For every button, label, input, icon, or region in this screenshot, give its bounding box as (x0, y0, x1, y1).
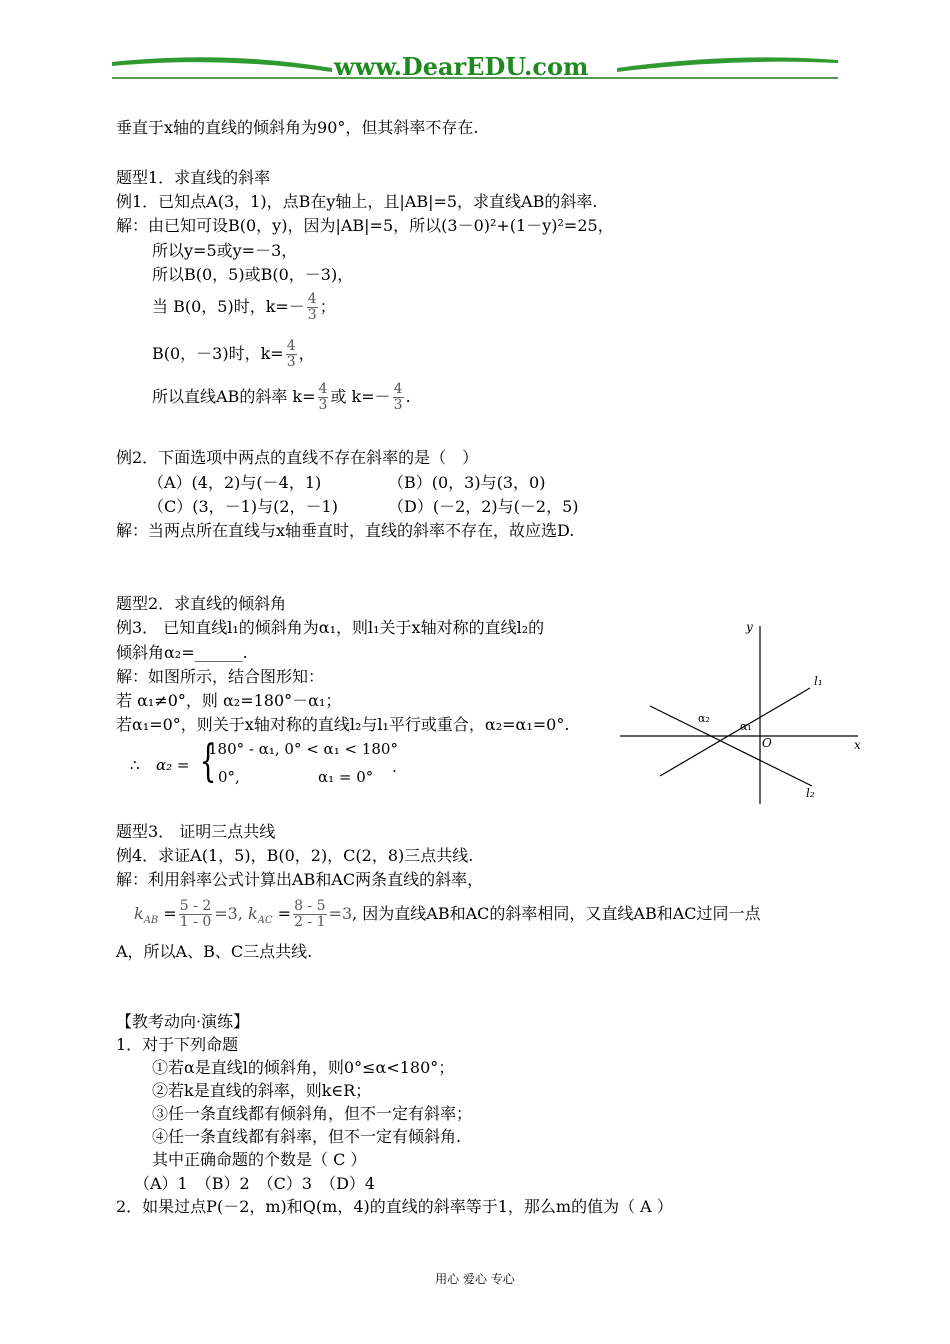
example2-question: 例2．下面选项中两点的直线不存在斜率的是（ ） (116, 448, 479, 467)
piecewise-formula (130, 738, 430, 794)
alpha1-label: α₁ (740, 720, 752, 733)
example2-option-d: （D）(－2，2)与(－2，5) (388, 497, 579, 516)
line5-text: B(0，－3)时，k= (152, 344, 284, 363)
example4-question: 例4．求证A(1，5)，B(0，2)，C(2，8)三点共线. (116, 846, 474, 865)
example1-solution-line2: 所以y=5或y=－3， (152, 241, 298, 260)
example3-question-line2: 倾斜角α₂=______. (116, 643, 248, 662)
drill-question1: 1．对于下列命题 (116, 1035, 239, 1054)
drill-prop3: ③任一条直线都有倾斜角，但不一定有斜率； (152, 1104, 473, 1123)
y-axis-label: y (746, 620, 753, 634)
drill-question2: 2．如果过点P(－2，m)和Q(m，4)的直线的斜率等于1，那么m的值为（ A ） (116, 1197, 673, 1216)
example3-solution-line2: 若 α₁≠0°，则 α₂=180°－α₁； (116, 691, 342, 710)
header-banner (112, 48, 838, 88)
l1-label: l₁ (814, 674, 823, 688)
intro-text: 垂直于x轴的直线的倾斜角为90°，但其斜率不存在. (116, 118, 479, 137)
line6-text-a: 所以直线AB的斜率 k= (152, 387, 316, 406)
case1-text: 180° - α₁, 0° < α₁ < 180° (208, 740, 398, 758)
equals-sign: = (277, 904, 292, 923)
site-logo-text: www.DearEDU.com (334, 52, 589, 81)
example3-question-line1: 例3． 已知直线l₁的倾斜角为α₁，则l₁关于x轴对称的直线l₂的 (116, 618, 545, 637)
formula-end-period: . (392, 758, 397, 776)
equals-sign: = (163, 904, 177, 923)
alpha2-label: α₂ = (156, 756, 190, 774)
example1-question: 例1．已知点A(3，1)，点B在y轴上，且|AB|=5，求直线AB的斜率. (116, 192, 598, 211)
fraction-kab: $\frac{5 - 2}{1 - 0}$ (179, 898, 212, 930)
line-l2 (650, 706, 812, 786)
example2-option-b: （B）(0，3)与(3，0) (388, 473, 546, 492)
left-brace: { (199, 736, 217, 787)
drill-prop4: ④任一条直线都有斜率，但不一定有倾斜角. (152, 1127, 462, 1146)
example1-solution-line1: 解：由已知可设B(0，y)，因为|AB|=5，所以(3－0)²+(1－y)²=25， (116, 216, 614, 235)
example4-solution-line1: 解：利用斜率公式计算出AB和AC两条直线的斜率， (116, 870, 484, 889)
example3-solution-line3: 若α₁=0°，则关于x轴对称的直线l₂与l₁平行或重合，α₂=α₁=0°. (116, 715, 570, 734)
example1-solution-line5: B(0，－3)时，k= $\frac{4}{3}$ ， (152, 338, 315, 370)
example3-solution-line1: 解：如图所示，结合图形知： (116, 667, 325, 686)
origin-label: O (762, 736, 772, 750)
example2-option-c: （C）(3，－1)与(2，－1) (148, 497, 338, 516)
kab-symbol: $k_{AB}$ (134, 904, 159, 927)
coordinate-figure (620, 618, 870, 808)
type1-title: 题型1．求直线的斜率 (116, 168, 271, 187)
example4-solution-line3: A，所以A、B、C三点共线. (116, 942, 313, 961)
example2-solution: 解：当两点所在直线与x轴垂直时，直线的斜率不存在，故应选D. (116, 521, 575, 540)
case2-value: 0°, (218, 768, 240, 786)
x-axis-label: x (854, 738, 861, 752)
fraction-4-3: $\frac{4}{3}$ (393, 381, 403, 413)
drill-prop1: ①若α是直线l的倾斜角，则0°≤α<180°； (152, 1058, 455, 1077)
kab-result: =3, (214, 904, 248, 923)
fraction-4-3: $\frac{4}{3}$ (286, 338, 296, 370)
kac-result: =3 (328, 904, 353, 923)
line-l1 (660, 688, 810, 776)
case2-condition: α₁ = 0° (318, 768, 374, 786)
solution-tail: , 因为直线AB和AC的斜率相同，又直线AB和AC过同一点 (352, 904, 761, 923)
drill-prop2: ②若k是直线的斜率，则k∈R； (152, 1081, 372, 1100)
kac-symbol: $k_{AC}$ (248, 904, 273, 927)
drill-title: 【教考动向·演练】 (116, 1012, 250, 1031)
therefore-symbol: ∴ (130, 756, 140, 774)
example1-solution-line4: 当 B(0，5)时，k=－ $\frac{4}{3}$ ； (152, 291, 336, 323)
line4-text: 当 B(0，5)时，k=－ (152, 297, 305, 316)
l2-label: l₂ (806, 786, 815, 800)
drill-options: （A）1 （B）2 （C）3 （D）4 (134, 1174, 376, 1193)
example1-solution-line3: 所以B(0，5)或B(0，－3)， (152, 265, 354, 284)
fraction-4-3: $\frac{4}{3}$ (318, 381, 328, 413)
fraction-4-3: $\frac{4}{3}$ (307, 291, 317, 323)
line6-text-b: 或 k=－ (330, 387, 391, 406)
example2-option-a: （A）(4，2)与(－4，1) (148, 473, 322, 492)
figure-svg (620, 618, 870, 808)
type3-title: 题型3． 证明三点共线 (116, 822, 276, 841)
drill-prop5: 其中正确命题的个数是（ C ） (152, 1150, 367, 1169)
fraction-kac: $\frac{8 - 5}{2 - 1}$ (294, 898, 326, 930)
type2-title: 题型2．求直线的倾斜角 (116, 594, 287, 613)
page-footer: 用心 爱心 专心 (435, 1272, 515, 1286)
example1-solution-line6: 所以直线AB的斜率 k= $\frac{4}{3}$ 或 k=－ $\frac{4}{3}$ . (152, 381, 411, 413)
example4-solution-line2 (134, 893, 761, 942)
alpha2-label-figure: α₂ (698, 712, 710, 725)
